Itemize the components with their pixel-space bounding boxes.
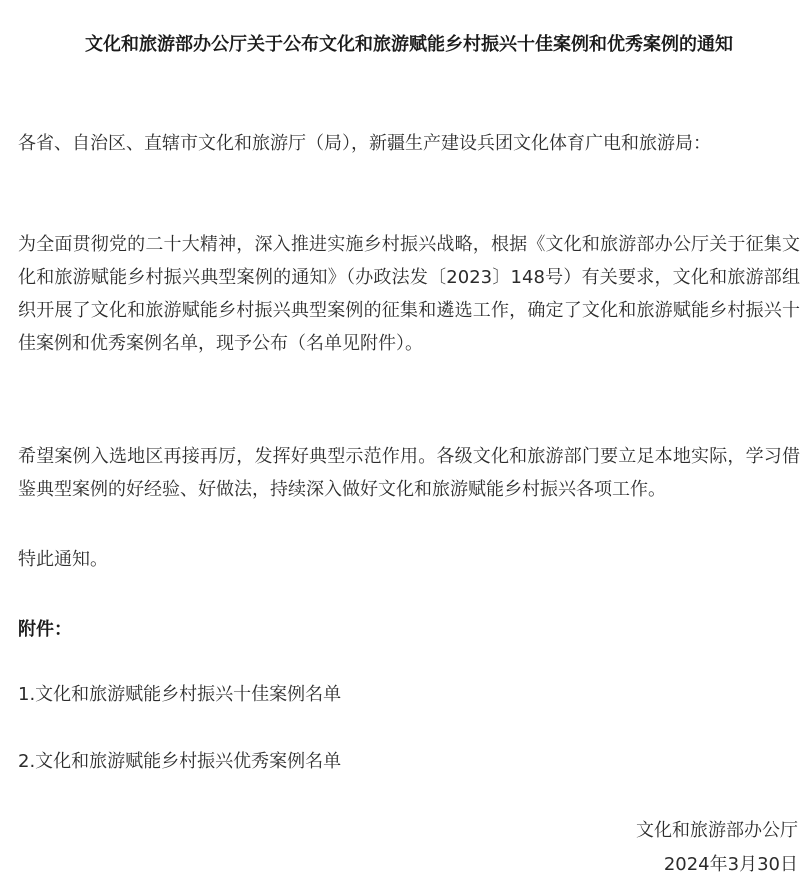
document-title: 文化和旅游部办公厅关于公布文化和旅游赋能乡村振兴十佳案例和优秀案例的通知	[85, 34, 733, 55]
closing-line: 特此通知。	[18, 549, 108, 570]
attachment-item-1: 1.文化和旅游赋能乡村振兴十佳案例名单	[18, 684, 342, 705]
attachments-heading: 附件：	[18, 619, 72, 640]
salutation-paragraph: 各省、自治区、直辖市文化和旅游厅（局），新疆生产建设兵团文化体育广电和旅游局：	[18, 133, 711, 154]
attachment-item-2: 2.文化和旅游赋能乡村振兴优秀案例名单	[18, 751, 342, 772]
signature-organization: 文化和旅游部办公厅	[636, 820, 798, 841]
body-paragraph-1: 为全面贯彻党的二十大精神，深入推进实施乡村振兴战略，根据《文化和旅游部办公厅关于征集文化和旅游赋能乡村振兴典型案例的通知》（办政法发〔2023〕148号）有关要求，文化和旅游部组织开展了文化和旅游赋能乡村振兴典型案例的征集和遴选工作，确定了文化和旅游赋能乡村振兴十佳案例和优秀案例名单，现予公布（名单见附件）。	[18, 234, 800, 354]
body-paragraph-2: 希望案例入选地区再接再厉，发挥好典型示范作用。各级文化和旅游部门要立足本地实际，学习借鉴典型案例的好经验、好做法，持续深入做好文化和旅游赋能乡村振兴各项工作。	[18, 446, 800, 500]
signature-date: 2024年3月30日	[663, 854, 798, 875]
